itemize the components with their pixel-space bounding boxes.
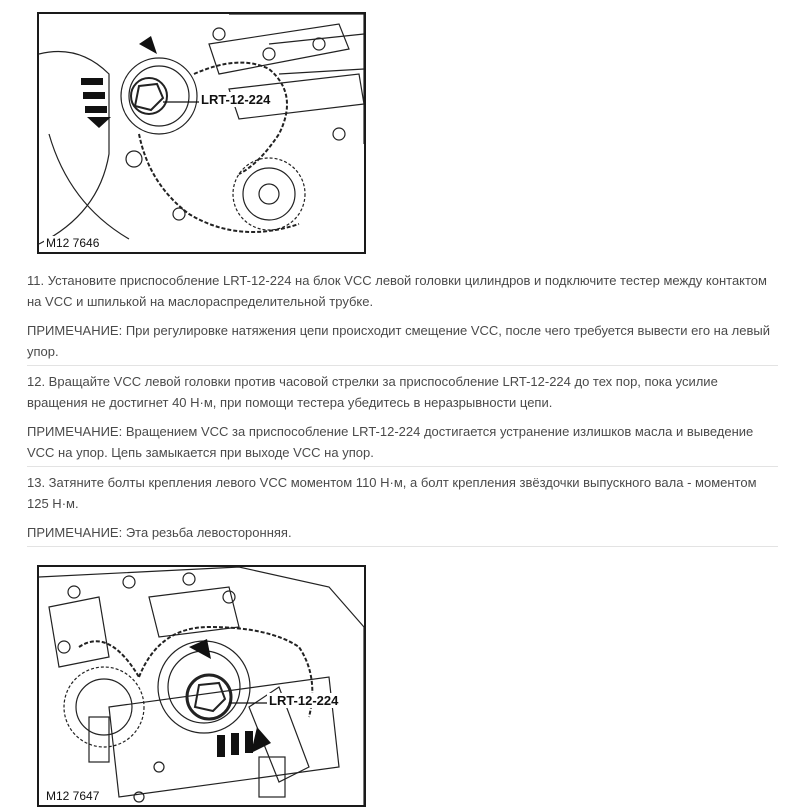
figure-code: M12 7647 [46,789,100,803]
figure-top [37,12,366,254]
engine-illustration-top [39,14,364,252]
step-11-note [27,320,778,362]
step-note: ПРИМЕЧАНИЕ: Вращением VCC за приспособление LRT-12-224 достигается устранение излишков масла и выведение VCC на упор. Цепь замыкается при выходе VCC на упор. [27,424,754,460]
step-text: 12. Вращайте VCC левой головки против часовой стрелки за приспособление LRT-12-224 до тех пор, пока усилие вращения не достигнет 40 Н·м, при помощи тестера убедитесь в неразрывности цепи. [27,374,718,410]
step-text: 13. Затяните болты крепления левого VCC моментом 110 Н·м, а болт крепления звёздочки выпускного вала - моментом 125 Н·м. [27,475,757,511]
engine-illustration-bottom [39,567,364,805]
step-12 [27,371,778,413]
step-13 [27,472,778,514]
step-note: ПРИМЕЧАНИЕ: Эта резьба левосторонняя. [27,525,292,540]
step-12-note [27,421,778,463]
step-13-note [27,522,778,543]
figure-bottom [37,565,366,807]
figure-code: M12 7646 [46,236,100,250]
divider [27,546,778,547]
divider [27,466,778,467]
divider [27,365,778,366]
step-text: 11. Установите приспособление LRT-12-224 на блок VCC левой головки цилиндров и подключите тестер между контактом на VCC и шпилькой на маслораспределительной трубке. [27,273,767,309]
step-11 [27,270,778,312]
tool-callout: LRT-12-224 [201,92,271,107]
tool-callout: LRT-12-224 [269,693,339,708]
step-note: ПРИМЕЧАНИЕ: При регулировке натяжения цепи происходит смещение VCC, после чего требуется вывести его на левый упор. [27,323,771,359]
